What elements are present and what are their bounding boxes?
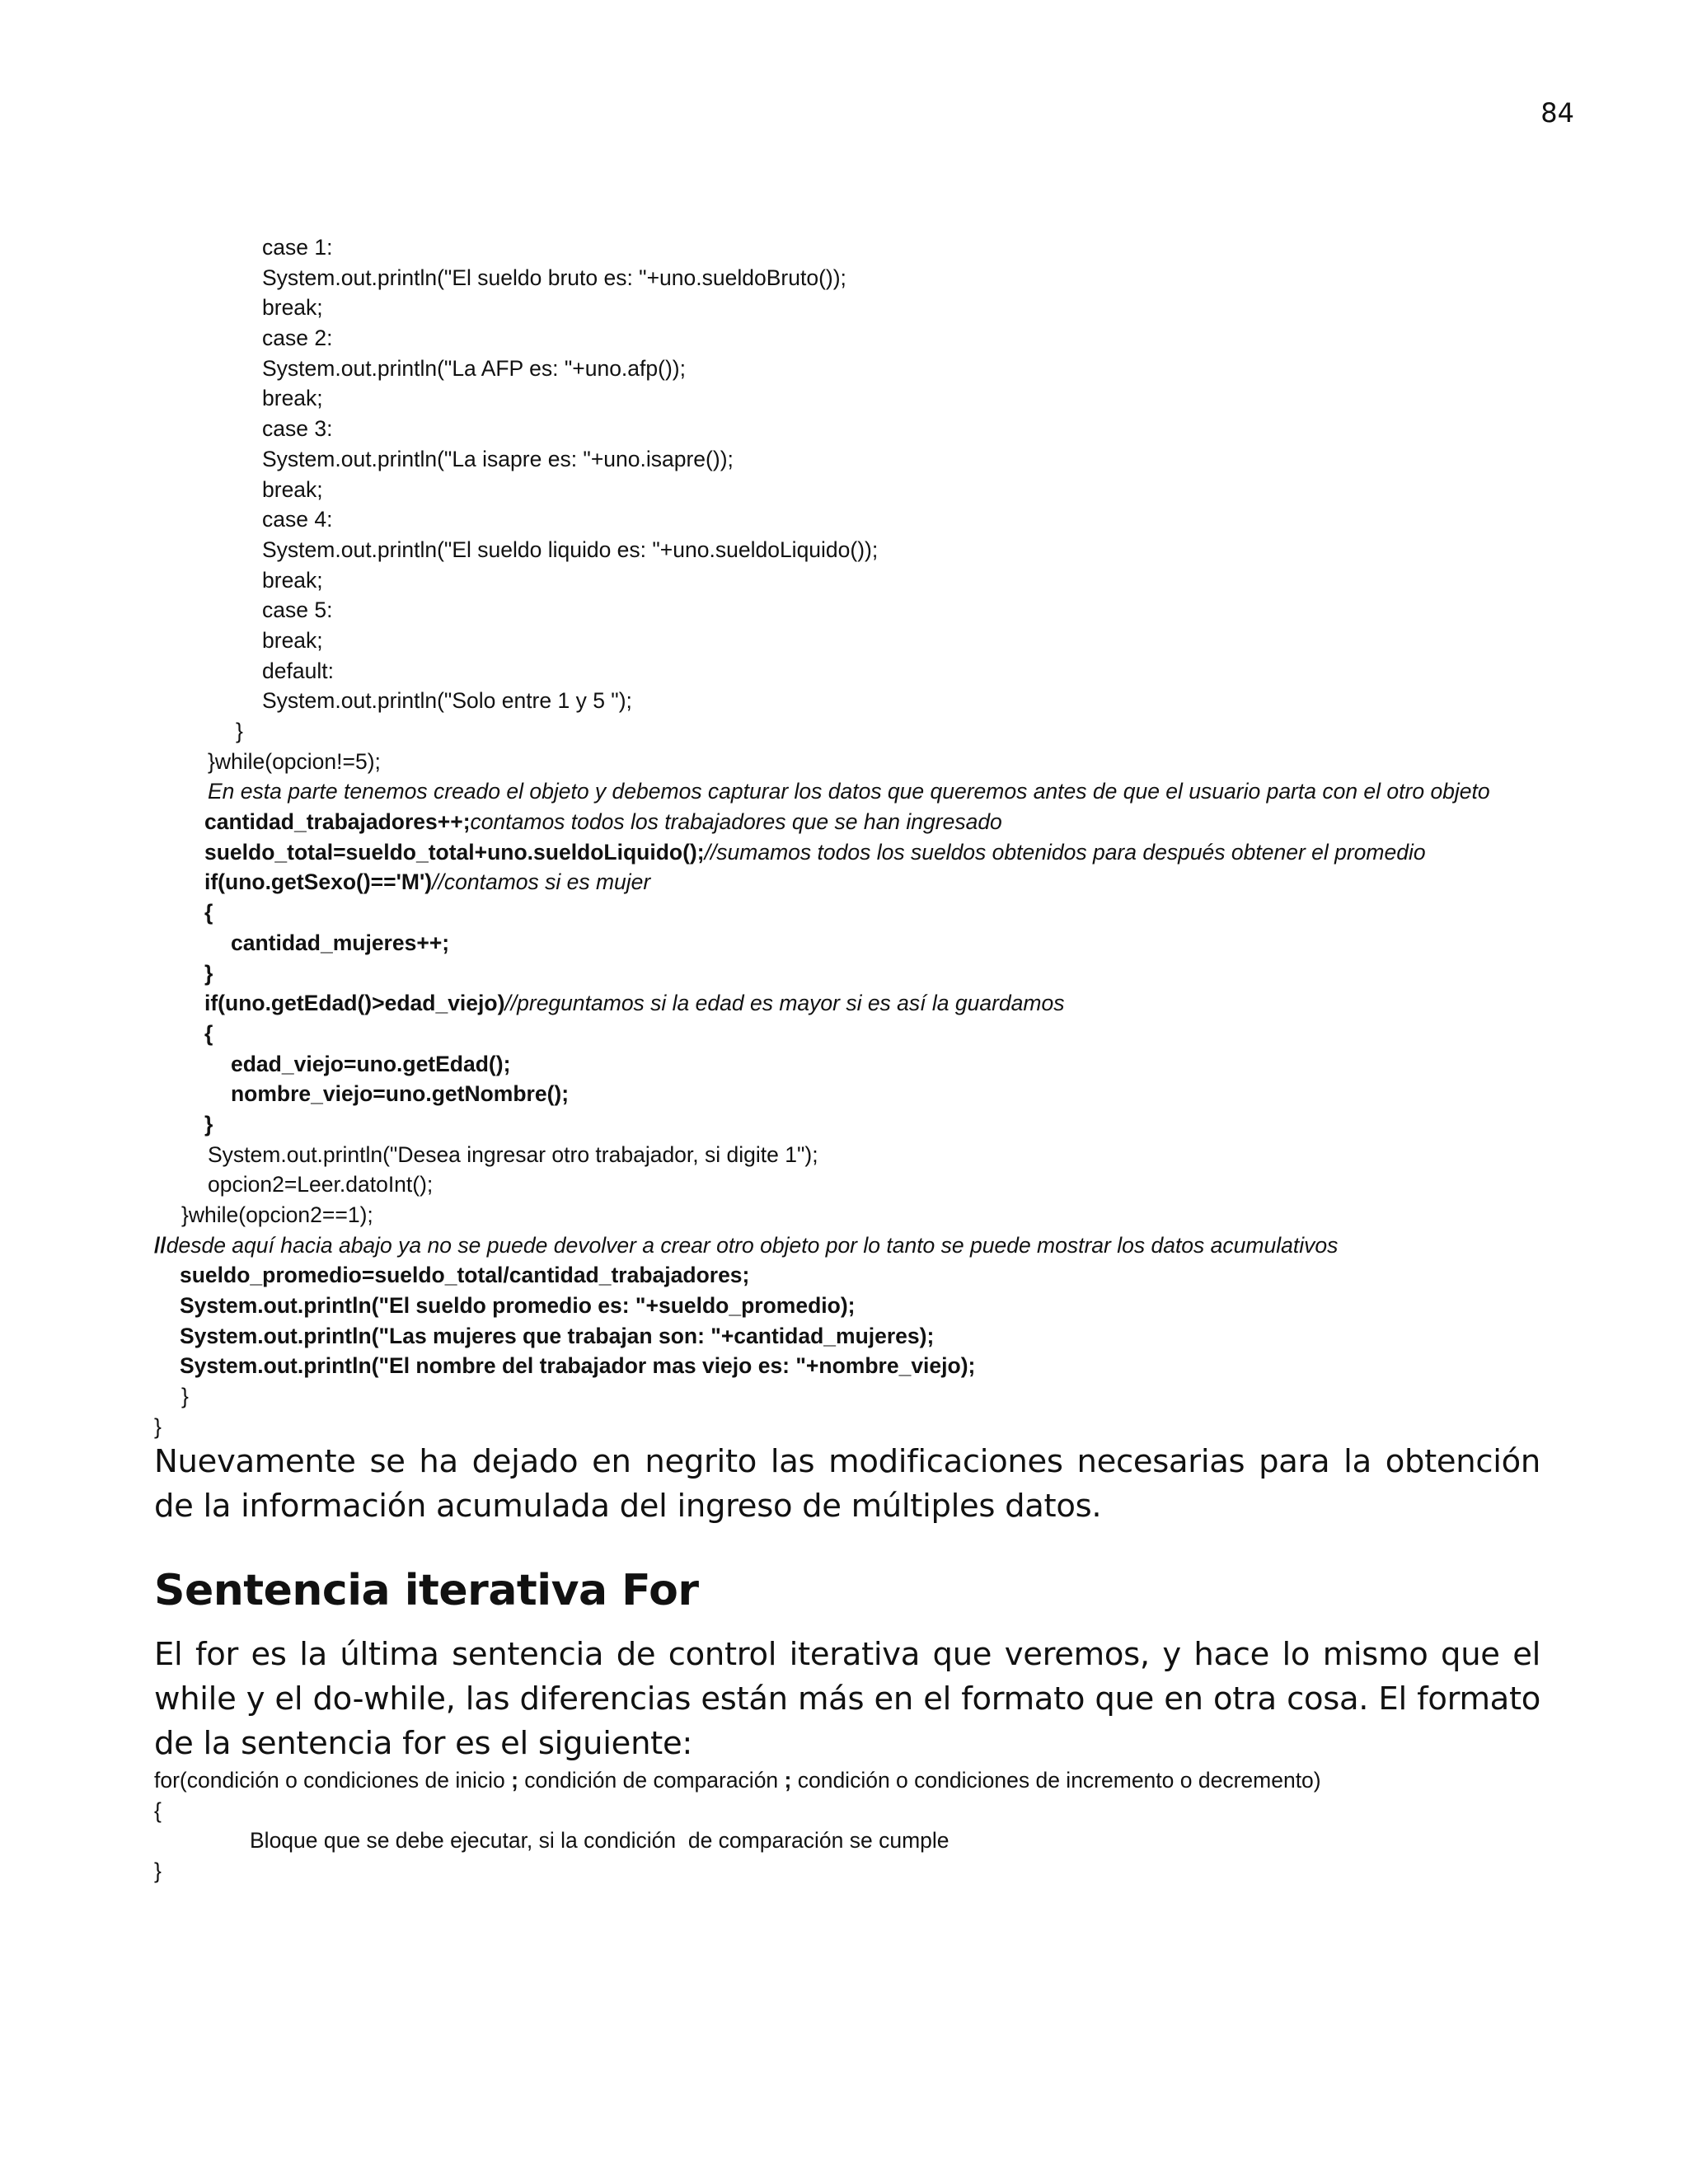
code-line [0, 323, 1688, 354]
code-line [0, 656, 1688, 687]
code-line [0, 626, 1688, 656]
code-text: break; [262, 627, 323, 653]
code-line [0, 232, 1688, 263]
paragraph-for-intro: El for es la última sentencia de control iterativa que veremos, y hace lo mismo que el while y el do-while, las diferencias están más en el formato que en otra cosa. El formato de la sentencia for es el siguiente: [154, 1636, 1540, 1762]
code-line [0, 686, 1688, 716]
code-line [0, 475, 1688, 505]
code-text: System.out.println("La isapre es: "+uno.isapre()); [262, 446, 734, 471]
paragraph-modifications-note: Nuevamente se ha dejado en negrito las modificaciones necesarias para la obtención de la información acumulada del ingreso de múltiples datos. [154, 1443, 1540, 1525]
code-text: ; [784, 1768, 792, 1793]
code-listing [0, 232, 1688, 1442]
code-line [0, 867, 1688, 898]
code-text: { [204, 900, 213, 926]
code-text: Bloque que se debe ejecutar, si la condición de comparación se cumple [250, 1828, 950, 1854]
code-text: case 1: [262, 235, 333, 260]
code-text: ; [511, 1768, 518, 1793]
code-text: }while(opcion2==1); [181, 1202, 373, 1227]
code-text: }while(opcion!=5); [208, 748, 381, 774]
code-line [0, 1079, 1688, 1109]
code-line [0, 837, 1688, 868]
code-comment: //contamos si es mujer [432, 869, 651, 895]
code-text: break; [262, 295, 323, 321]
for-syntax-line [0, 1856, 1688, 1886]
code-line [0, 1260, 1688, 1291]
code-line [0, 1140, 1688, 1170]
code-text: { [204, 1020, 213, 1046]
code-line [0, 1412, 1688, 1442]
code-text: // [154, 1232, 166, 1258]
code-line [0, 1019, 1688, 1049]
code-text: System.out.println("Solo entre 1 y 5 "); [262, 688, 632, 714]
for-syntax-line [0, 1765, 1688, 1796]
code-line [0, 1200, 1688, 1230]
code-line [0, 595, 1688, 626]
code-comment: En esta parte tenemos creado el objeto y debemos capturar los datos que queremos antes de que el usuario parta con el otro objeto [208, 779, 1490, 804]
code-text: break; [262, 476, 323, 502]
code-text: System.out.println("El nombre del trabajador mas viejo es: "+nombre_viejo); [180, 1353, 976, 1379]
code-text: case 5: [262, 598, 333, 623]
code-text: for(condición o condiciones de inicio [154, 1768, 512, 1793]
code-text: condición o condiciones de incremento o decremento) [791, 1768, 1321, 1793]
code-text: { [154, 1797, 162, 1823]
code-text: break; [262, 567, 323, 593]
code-line [0, 1351, 1688, 1381]
code-line [0, 747, 1688, 777]
code-comment: contamos todos los trabajadores que se han ingresado [470, 809, 1002, 835]
code-text: System.out.println("La AFP es: "+uno.afp()); [262, 355, 686, 381]
code-line [0, 263, 1688, 293]
for-syntax-line [0, 1796, 1688, 1826]
code-text: sueldo_total=sueldo_total+uno.sueldoLiquido(); [204, 839, 705, 865]
for-syntax-line [0, 1825, 1688, 1856]
code-line [0, 504, 1688, 535]
code-text: case 4: [262, 507, 333, 532]
code-text: break; [262, 386, 323, 411]
code-line [0, 293, 1688, 323]
code-line [0, 807, 1688, 837]
code-text: System.out.println("El sueldo promedio es: "+sueldo_promedio); [180, 1293, 856, 1319]
code-line [0, 535, 1688, 565]
code-text: } [154, 1413, 162, 1439]
code-text: case 2: [262, 326, 333, 351]
code-line [0, 1109, 1688, 1140]
code-line [0, 383, 1688, 414]
code-line [0, 1169, 1688, 1200]
code-line [0, 1049, 1688, 1080]
page-number: 84 [1540, 97, 1574, 129]
code-text: System.out.println("El sueldo bruto es: "+uno.sueldoBruto()); [262, 265, 846, 290]
code-line [0, 776, 1688, 807]
code-text: cantidad_trabajadores++; [204, 809, 471, 835]
code-text: System.out.println("El sueldo liquido es: "+uno.sueldoLiquido()); [262, 537, 879, 562]
code-text: } [236, 719, 243, 743]
code-line [0, 958, 1688, 989]
code-comment: //preguntamos si la edad es mayor si es así la guardamos [504, 991, 1065, 1016]
code-text: System.out.println("Las mujeres que trabajan son: "+cantidad_mujeres); [180, 1323, 935, 1348]
code-text: edad_viejo=uno.getEdad(); [231, 1051, 511, 1076]
code-line [0, 1381, 1688, 1412]
code-line [0, 928, 1688, 958]
code-text: condición de comparación [518, 1768, 785, 1793]
code-text: case 3: [262, 416, 333, 442]
code-line [0, 898, 1688, 928]
code-line [0, 1321, 1688, 1352]
code-text: cantidad_mujeres++; [231, 930, 450, 955]
code-text: } [204, 960, 213, 986]
code-text: } [204, 1111, 213, 1137]
code-text: nombre_viejo=uno.getNombre(); [231, 1081, 570, 1107]
code-line [0, 414, 1688, 444]
code-line [0, 1230, 1688, 1261]
code-line [0, 444, 1688, 475]
for-syntax-block [0, 1765, 1688, 1886]
code-line [0, 354, 1688, 384]
code-text: if(uno.getSexo()=='M') [204, 869, 433, 895]
code-comment: desde aquí hacia abajo ya no se puede devolver a crear otro objeto por lo tanto se puede mostrar los datos acumulativos [166, 1232, 1339, 1258]
code-text: } [181, 1384, 189, 1409]
code-line [0, 565, 1688, 596]
code-text: if(uno.getEdad()>edad_viejo) [204, 991, 505, 1016]
code-text: sueldo_promedio=sueldo_total/cantidad_trabajadores; [180, 1263, 750, 1288]
code-text: System.out.println("Desea ingresar otro trabajador, si digite 1"); [208, 1141, 818, 1167]
code-line [0, 988, 1688, 1019]
code-line [0, 1291, 1688, 1321]
code-text: default: [262, 658, 334, 683]
section-heading: Sentencia iterativa For [154, 1566, 699, 1615]
code-line [0, 716, 1688, 747]
code-text: opcion2=Leer.datoInt(); [208, 1172, 434, 1197]
code-text: } [154, 1858, 162, 1884]
code-comment: //sumamos todos los sueldos obtenidos para después obtener el promedio [704, 839, 1426, 865]
